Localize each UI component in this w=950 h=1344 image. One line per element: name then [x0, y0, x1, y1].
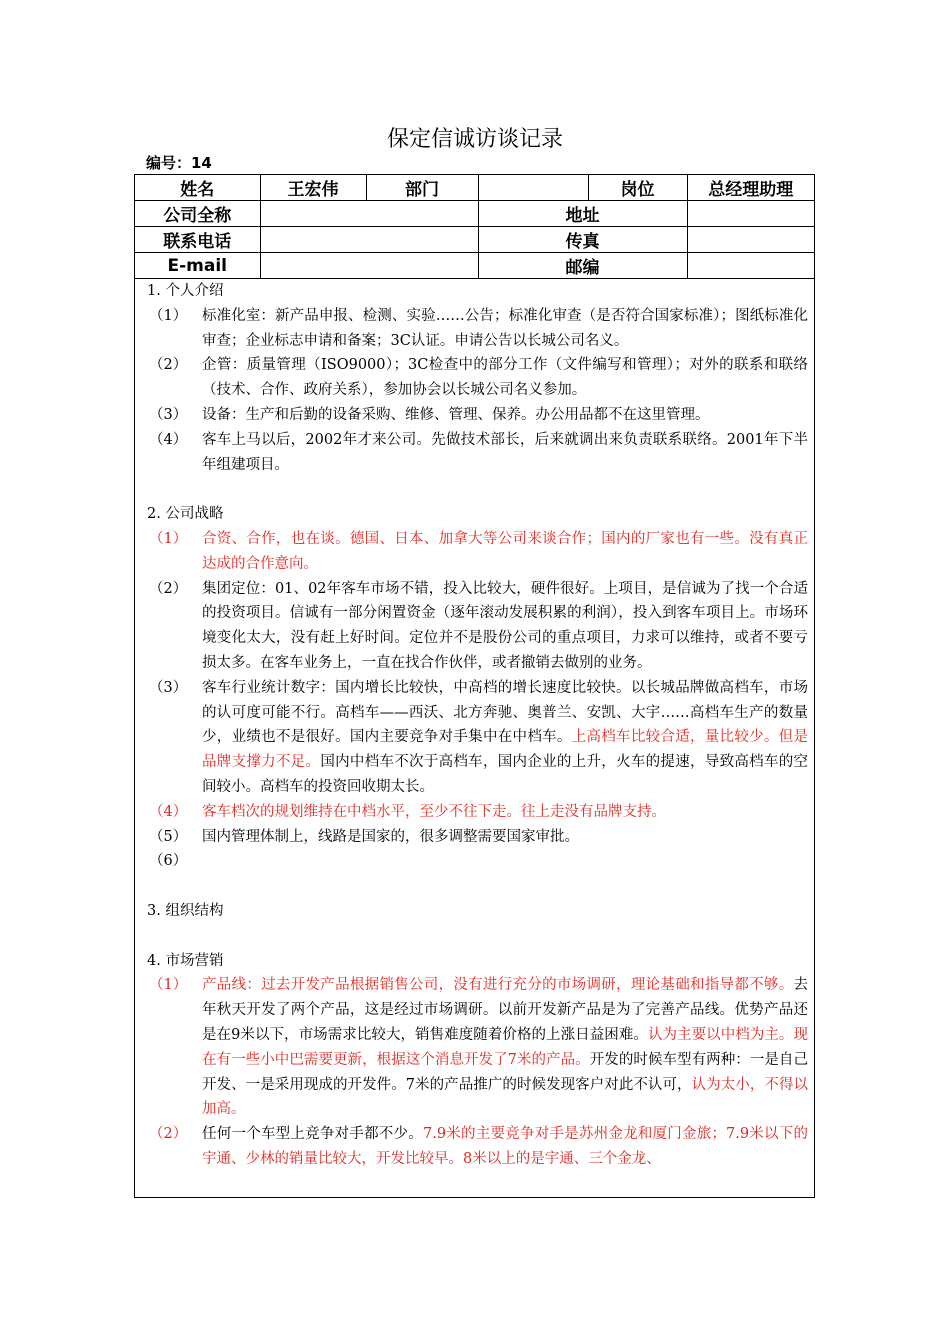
- text-run: 国内中档车不次于高档车，国内企业的上升，火车的提速，导致高档车的空间较小。高档车的投资回收期太长。: [202, 754, 809, 795]
- list-item: [135, 800, 814, 825]
- item-text: [202, 849, 808, 874]
- table-row: [135, 175, 814, 201]
- item-number: （1）: [149, 977, 188, 994]
- table-row: [135, 201, 814, 227]
- interview-form: [134, 174, 815, 1198]
- item-number: （1）: [149, 307, 188, 324]
- item-number: （3）: [149, 679, 188, 696]
- item-text: 客车上马以后，2002年才来公司。先做技术部长，后来就调出来负责联系联络。2001年下半年组建项目。: [202, 431, 808, 473]
- dept-value: [478, 175, 588, 201]
- list-item: [135, 1122, 814, 1172]
- address-value: [687, 201, 814, 227]
- section-title-org-structure: 3. 组织结构: [147, 902, 224, 919]
- list-item: [135, 353, 814, 403]
- name-value: 王宏伟: [260, 175, 366, 201]
- item-number: （2）: [149, 357, 188, 374]
- list-item: [135, 403, 814, 428]
- email-label: E-mail: [135, 253, 260, 279]
- company-label: 公司全称: [135, 201, 260, 227]
- section-title-personal-intro: 1. 个人介绍: [147, 283, 224, 299]
- spacer: [135, 874, 814, 899]
- spacer: [135, 924, 814, 949]
- basic-info-table: [135, 175, 814, 279]
- position-label: 岗位: [588, 175, 687, 201]
- item-number: （4）: [149, 431, 188, 448]
- item-text: 企管：质量管理（ISO9000）；3C检查中的部分工作（文件编写和管理）；对外的联系和联络（技术、合作、政府关系），参加协会以长城公司名义参加。: [202, 357, 808, 399]
- item-text: 国内管理体制上，线路是国家的，很多调整需要国家审批。: [202, 828, 579, 845]
- section-title-company-strategy: 2. 公司战略: [147, 506, 224, 523]
- item-text: 集团定位：01、02年客车市场不错，投入比较大，硬件很好。上项目，是信诚为了找一个合适的投资项目。信诚有一部分闲置资金（逐年滚动发展积累的利润），投入到客车项目上。市场环境变化太大，没有赶上好时间。定位并不是股份公司的重点项目，力求可以维持，或者不要亏损太多。在客车业务上，一直在找合作伙伴，或者撤销去做别的业务。: [202, 580, 808, 671]
- item-number: （5）: [149, 828, 188, 845]
- section-title-marketing: 4. 市场营销: [147, 952, 224, 969]
- item-text: 合资、合作，也在谈。德国、日本、加拿大等公司来谈合作；国内的厂家也有一些。没有真正达成的合作意向。: [202, 530, 808, 572]
- item-text: [202, 676, 808, 800]
- list-item: [135, 304, 814, 354]
- item-number: （2）: [149, 580, 188, 597]
- fax-label: 传真: [478, 227, 687, 253]
- phone-label: 联系电话: [135, 227, 260, 253]
- item-text: 标准化室：新产品申报、检测、实验……公告；标准化审查（是否符合国家标准）；图纸标准化审查；企业标志申请和备案；3C认证。申请公告以长城公司名义。: [202, 307, 808, 349]
- table-row: [135, 253, 814, 279]
- list-item: [135, 676, 814, 800]
- text-run: 开发的时候车型有两种：一是自己开发、一是采用现成的开发件。7米的产品推广的时候发现客户对此不认可，: [202, 1051, 808, 1093]
- highlighted-text: 认为太小，不得以加高。: [202, 1076, 808, 1118]
- item-text: 设备：生产和后勤的设备采购、维修、管理、保养。办公用品都不在这里管理。: [202, 406, 710, 423]
- position-value: 总经理助理: [687, 175, 814, 201]
- document-number: 编号：14: [146, 154, 212, 172]
- postcode-label: 邮编: [478, 253, 687, 279]
- highlighted-text: 认为主要以中档为主。现在有一些小中巴需要更新，根据这个消息开发了7米的产品。: [202, 1026, 808, 1068]
- item-number: （3）: [149, 406, 188, 423]
- email-value: [260, 253, 478, 279]
- list-item: [135, 527, 814, 577]
- item-number: （2）: [149, 1126, 188, 1143]
- list-item: [135, 849, 814, 874]
- fax-value: [687, 227, 814, 253]
- list-item: [135, 973, 814, 1122]
- dept-label: 部门: [366, 175, 478, 201]
- interview-notes: [135, 279, 814, 1172]
- highlighted-text: 上高档车比较合适，量比较少。但是品牌支撑力不足。: [202, 729, 808, 771]
- text-run: 客车行业统计数字：国内增长比较快，中高档的增长速度比较快。以长城品牌做高档车，市场的认可度可能不行。高档车——西沃、北方奔驰、奥普兰、安凯、大宇……高档车生产的数量少，业绩也不是很好。国内主要竞争对手集中在中档车。: [202, 679, 808, 746]
- list-item: [135, 577, 814, 676]
- list-item: [135, 825, 814, 850]
- item-text: [202, 973, 808, 1122]
- item-number: （6）: [149, 853, 188, 870]
- postcode-value: [687, 253, 814, 279]
- text-run: 任何一个车型上竞争对手都不少。: [202, 1126, 424, 1143]
- item-number: （1）: [149, 530, 188, 547]
- table-row: [135, 227, 814, 253]
- text-run: 去年秋天开发了两个产品，这是经过市场调研。以前开发新产品是为了完善产品线。优势产品还是在9米以下，市场需求比较大，销售难度随着价格的上涨日益困难。: [202, 977, 808, 1043]
- item-text: [202, 1122, 808, 1172]
- document-title: 保定信诚访谈记录: [386, 127, 563, 152]
- phone-value: [260, 227, 478, 253]
- item-text: 客车档次的规划维持在中档水平，至少不往下走。往上走没有品牌支持。: [202, 803, 666, 820]
- spacer: [135, 477, 814, 502]
- list-item: [135, 428, 814, 478]
- highlighted-text: 7.9米的主要竞争对手是苏州金龙和厦门金旅；7.9米以下的宇通、少林的销量比较大，开发比较早。8米以上的是宇通、三个金龙、: [202, 1126, 809, 1167]
- highlighted-text: 产品线：过去开发产品根据销售公司，没有进行充分的市场调研，理论基础和指导都不够。: [202, 977, 794, 994]
- address-label: 地址: [478, 201, 687, 227]
- name-label: 姓名: [135, 175, 260, 201]
- company-value: [260, 201, 478, 227]
- item-number: （4）: [149, 803, 188, 820]
